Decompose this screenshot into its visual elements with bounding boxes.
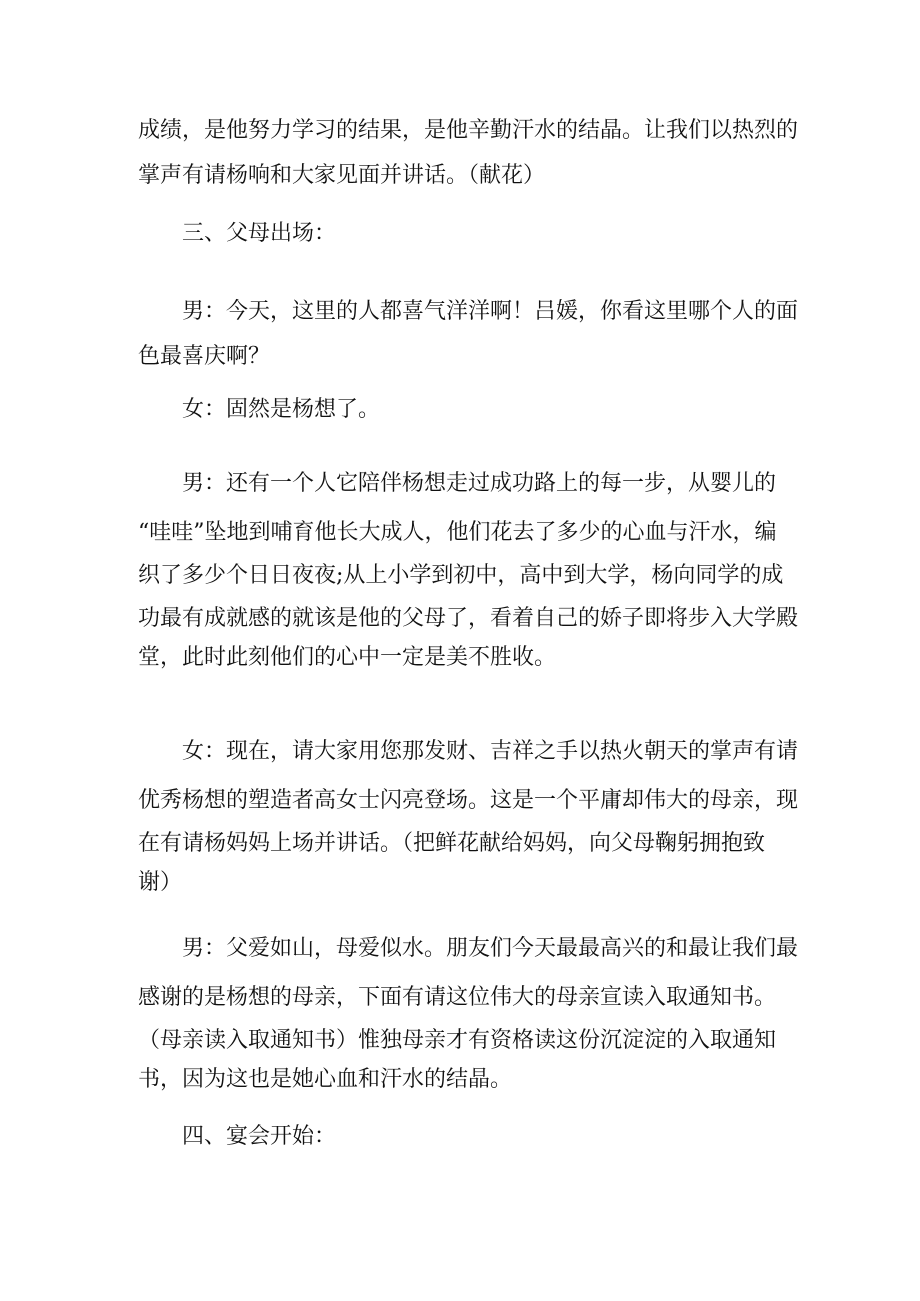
- text-line: 在有请杨妈妈上场并讲话。（把鲜花献给妈妈，向父母鞠躬拥抱致: [138, 831, 766, 856]
- text-line: 掌声有请杨响和大家见面并讲话。（献花）: [138, 163, 546, 188]
- text-line: 感谢的是杨想的母亲，下面有请这位伟大的母亲宣读入取通知书。: [138, 985, 777, 1010]
- paragraph-male-host-1: [138, 285, 798, 375]
- section-heading-banquet: [138, 1119, 798, 1155]
- text-line: 书，因为这也是她心血和汗水的结晶。: [138, 1067, 513, 1092]
- paragraph-female-host-1: [138, 392, 798, 428]
- paragraph-female-host-2: [138, 725, 798, 901]
- text-line: 女：固然是杨想了。: [182, 397, 381, 422]
- text-line: 四、宴会开始：: [182, 1124, 337, 1149]
- text-line: 织了多少个日日夜夜;从上小学到初中，高中到大学，杨向同学的成: [138, 563, 784, 588]
- text-line: 成绩，是他努力学习的结果，是他辛勤汗水的结晶。让我们以热烈的: [138, 118, 799, 143]
- paragraph-closing-praise: [138, 104, 798, 194]
- paragraph-male-host-2: [138, 457, 798, 676]
- text-line: 男：还有一个人它陪伴杨想走过成功路上的每一步，从婴儿的: [182, 471, 777, 496]
- text-line: 男：父爱如山，母爱似水。朋友们今天最最高兴的和最让我们最: [182, 936, 799, 961]
- text-line: “哇哇”坠地到哺育他长大成人，他们花去了多少的心血与汗水，编: [138, 520, 777, 545]
- paragraph-male-host-3: [138, 922, 798, 1098]
- text-line: 优秀杨想的塑造者高女士闪亮登场。这是一个平庸却伟大的母亲，现: [138, 788, 799, 813]
- text-line: 色最喜庆啊？: [138, 344, 271, 369]
- text-line: 三、父母出场：: [182, 221, 337, 246]
- text-line: 谢）: [138, 870, 183, 895]
- text-line: 堂，此时此刻他们的心中一定是美不胜收。: [138, 645, 557, 670]
- text-line: 男：今天，这里的人都喜气洋洋啊！吕媛，你看这里哪个人的面: [182, 299, 799, 324]
- section-heading-parents: [138, 216, 798, 252]
- text-line: 女：现在，请大家用您那发财、吉祥之手以热火朝天的掌声有请: [182, 739, 799, 764]
- text-line: 功最有成就感的就该是他的父母了，看着自己的娇子即将步入大学殿: [138, 606, 799, 631]
- text-line: （母亲读入取通知书）惟独母亲才有资格读这份沉淀淀的入取通知: [138, 1028, 777, 1053]
